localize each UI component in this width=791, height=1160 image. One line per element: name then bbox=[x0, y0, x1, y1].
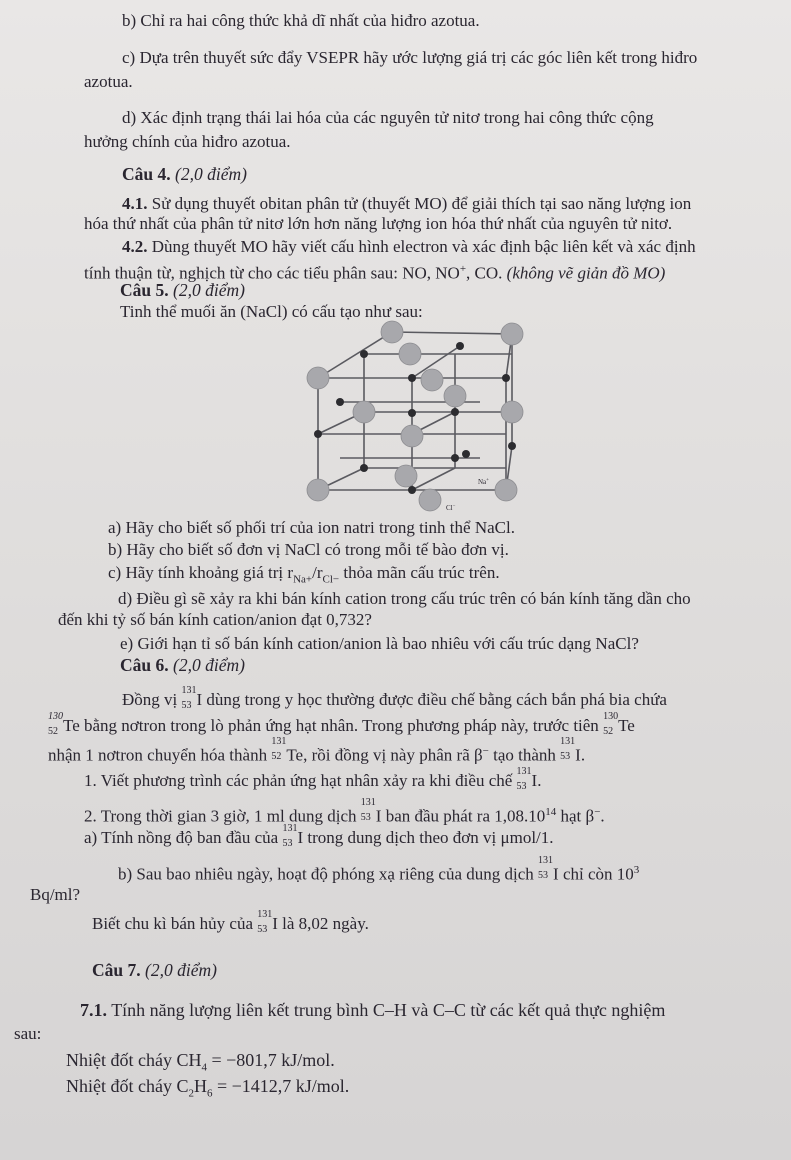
activity-unit: Bq/ml? bbox=[30, 885, 81, 904]
question-3b-text: b) Chỉ ra hai công thức khả dĩ nhất của hiđro azotua. bbox=[122, 11, 480, 30]
question-5a bbox=[108, 518, 515, 538]
question-5d-text-cont: đến khi tỷ số bán kính cation/anion đạt 0,732? bbox=[58, 610, 372, 629]
question-6-2b-text: b) Sau bao nhiêu ngày, hoạt độ phóng xạ riêng của dung dịch bbox=[118, 864, 534, 884]
question-6-2a-text: a) Tính nồng độ ban đầu của bbox=[84, 828, 279, 847]
question-7-1-number: 7.1. bbox=[80, 1000, 107, 1020]
question-6-1: 1. Viết phương trình các phản ứng hạt nhân xảy ra khi điều chế 131 53 I. bbox=[84, 766, 542, 792]
sodium-ion bbox=[456, 342, 464, 350]
question-5d-text: d) Điều gì sẽ xảy ra khi bán kính cation trong cấu trúc trên có bán kính tăng dần cho bbox=[118, 589, 691, 608]
question-4-1-number: 4.1. bbox=[122, 194, 148, 213]
ch4-combustion: Nhiệt đốt cháy $CH_4 = -801,7$ kJ/mol. bbox=[66, 1050, 335, 1074]
sodium-ion bbox=[408, 409, 416, 417]
question-5b-text: b) Hãy cho biết số đơn vị NaCl có trong mỗi tế bào đơn vị. bbox=[108, 540, 509, 559]
tellurium-131-nuclide: 131 52 bbox=[271, 736, 287, 762]
question-6-2a: a) Tính nồng độ ban đầu của 131 53 I trong dung dịch theo đơn vị μmol/1. bbox=[84, 823, 554, 849]
sodium-ion bbox=[336, 398, 344, 406]
iodine-131-nuclide: 131 53 bbox=[516, 766, 532, 792]
tellurium-130-nuclide: 130 52 bbox=[48, 711, 63, 737]
question-3d-text: d) Xác định trạng thái lai hóa của các nguyên tử nitơ trong hai công thức cộng bbox=[122, 108, 654, 127]
ch4-label: Nhiệt đốt cháy CH bbox=[66, 1050, 202, 1070]
question-6-1-text: 1. Viết phương trình các phản ứng hạt nhân xảy ra khi điều chế bbox=[84, 771, 513, 790]
question-5c-text-tail: thỏa mãn cấu trúc trên. bbox=[339, 563, 500, 582]
ch4-value: = −801,7 kJ/mol. bbox=[206, 1050, 335, 1070]
na-ion-label: Na+ bbox=[478, 478, 489, 486]
c2h6-combustion: Nhiệt đốt cháy $C_2H_6 = -1412,7$ kJ/mol. bbox=[66, 1076, 350, 1100]
question-7-heading bbox=[92, 960, 217, 980]
iodine-131-nuclide: 131 53 bbox=[181, 685, 197, 711]
question-7-1-line1 bbox=[80, 1000, 665, 1020]
question-4-title: Câu 4. bbox=[122, 164, 171, 184]
question-3c-line1 bbox=[122, 48, 697, 68]
chloride-ion bbox=[307, 479, 329, 501]
half-life-text: Biết chu kì bán hủy của bbox=[92, 914, 253, 933]
question-5d-line1 bbox=[118, 589, 691, 609]
sodium-ion bbox=[408, 486, 416, 494]
iodine-131-nuclide: 131 53 bbox=[282, 823, 298, 849]
question-4-points: (2,0 điểm) bbox=[175, 164, 247, 184]
cl-ion-label: Cl− bbox=[446, 504, 456, 512]
question-5c bbox=[108, 563, 500, 589]
question-4-1-line2 bbox=[84, 214, 672, 234]
chloride-ion bbox=[399, 343, 421, 365]
question-7-points: (2,0 điểm) bbox=[145, 960, 217, 980]
sodium-ion bbox=[502, 374, 510, 382]
chloride-ion bbox=[401, 425, 423, 447]
chloride-ion bbox=[444, 385, 466, 407]
question-6-2b: b) Sau bao nhiêu ngày, hoạt độ phóng xạ riêng của dung dịch 131 53 I chỉ còn $10^3$ bbox=[118, 855, 640, 884]
question-4-1-text-cont: hóa thứ nhất của phân tử nitơ lớn hơn năng lượng ion hóa thứ nhất của nguyên tử nitơ. bbox=[84, 214, 673, 233]
sodium-ion bbox=[508, 442, 516, 450]
question-5d-line2 bbox=[58, 610, 372, 630]
question-6-heading bbox=[120, 655, 245, 675]
question-5-intro-text: Tinh thể muối ăn (NaCl) có cấu tạo như sau: bbox=[120, 302, 423, 321]
question-5e bbox=[120, 634, 639, 654]
question-6-points: (2,0 điểm) bbox=[173, 655, 245, 675]
chloride-ion bbox=[495, 479, 517, 501]
sodium-ion bbox=[360, 464, 368, 472]
sodium-ion bbox=[408, 374, 416, 382]
question-5c-text: c) Hãy tính khoảng giá trị r bbox=[108, 563, 294, 582]
question-5-title: Câu 5. bbox=[120, 280, 169, 300]
question-5e-text: e) Giới hạn tỉ số bán kính cation/anion là bao nhiêu với cấu trúc dạng NaCl? bbox=[120, 634, 639, 653]
r-na-subscript: Na+ bbox=[293, 573, 313, 586]
sodium-ion bbox=[360, 350, 368, 358]
c2h6-label: Nhiệt đốt cháy C bbox=[66, 1076, 189, 1096]
question-7-1-text: Tính năng lượng liên kết trung bình C–H và C–C từ các kết quả thực nghiệm bbox=[111, 1000, 666, 1020]
question-6-title: Câu 6. bbox=[120, 655, 169, 675]
chloride-ion bbox=[419, 489, 441, 511]
chloride-ion bbox=[501, 401, 523, 423]
sodium-ion bbox=[451, 408, 459, 416]
exponent-14: 14 bbox=[545, 806, 557, 818]
question-3d-text-cont: hưởng chính của hiđro azotua. bbox=[84, 132, 291, 151]
iodine-131-nuclide: 131 53 bbox=[257, 909, 273, 935]
sodium-ion bbox=[314, 430, 322, 438]
chloride-ion bbox=[307, 367, 329, 389]
question-3c-text: c) Dựa trên thuyết sức đẩy VSEPR hãy ước lượng giá trị các góc liên kết trong hiđro bbox=[122, 48, 698, 67]
question-4-2-species: tính thuận từ, nghịch từ cho các tiểu phân sau: NO, NO bbox=[84, 263, 460, 283]
question-5a-text: a) Hãy cho biết số phối trí của ion natri trong tinh thể NaCl. bbox=[108, 518, 515, 537]
ratio-slash: /r bbox=[312, 563, 323, 582]
no-plus-charge: + bbox=[459, 263, 467, 275]
question-4-1-line1 bbox=[122, 194, 691, 214]
chloride-ion bbox=[501, 323, 523, 345]
question-6-para-line3: nhận 1 nơtron chuyển hóa thành 131 52 Te, rồi đồng vị này phân rã β− tạo thành 131 53 I. bbox=[48, 736, 586, 765]
question-3b bbox=[122, 11, 480, 31]
chloride-ion bbox=[421, 369, 443, 391]
question-4-2-note: (không vẽ giản đồ MO) bbox=[506, 263, 666, 283]
question-3d-line1 bbox=[122, 108, 654, 128]
chloride-ions bbox=[307, 321, 523, 511]
r-cl-subscript: Cl− bbox=[322, 573, 340, 586]
question-7-title: Câu 7. bbox=[92, 960, 141, 980]
chloride-ion bbox=[395, 465, 417, 487]
c2h6-value: = −1412,7 kJ/mol. bbox=[212, 1076, 350, 1096]
question-4-heading bbox=[122, 164, 247, 184]
question-7-1-text-cont: sau: bbox=[14, 1024, 42, 1043]
question-4-2-number: 4.2. bbox=[122, 237, 148, 256]
sodium-ion bbox=[451, 454, 459, 462]
sodium-ion bbox=[462, 450, 470, 458]
question-6-half-life: Biết chu kì bán hủy của 131 53 I là 8,02 ngày. bbox=[92, 909, 369, 935]
question-3c-text-cont: azotua. bbox=[84, 72, 133, 91]
question-6-2b-unit bbox=[30, 885, 80, 905]
chloride-ion bbox=[353, 401, 375, 423]
question-5b bbox=[108, 540, 509, 560]
iodine-131-nuclide: 131 53 bbox=[538, 855, 554, 881]
chloride-ion bbox=[381, 321, 403, 343]
iodine-131-nuclide: 131 53 bbox=[560, 736, 576, 762]
question-4-2-line1 bbox=[122, 237, 696, 257]
question-6-2-text: 2. Trong thời gian 3 giờ, 1 ml dung dịch bbox=[84, 806, 357, 826]
question-4-2-text: Dùng thuyết MO hãy viết cấu hình electron và xác định bậc liên kết và xác định bbox=[151, 237, 696, 256]
question-7-1-line2 bbox=[14, 1024, 41, 1044]
nacl-crystal-figure bbox=[290, 318, 530, 518]
exponent-3: 3 bbox=[633, 864, 640, 876]
question-5-points: (2,0 điểm) bbox=[173, 280, 245, 300]
question-3d-line2 bbox=[84, 132, 291, 152]
question-3c-line2 bbox=[84, 72, 133, 92]
question-6-para-line1: Đồng vị 131 53 I dùng trong y học thường được điều chế bằng cách bắn phá bia chứa bbox=[122, 685, 667, 711]
question-5-heading bbox=[120, 280, 245, 300]
question-6-para-line2: 130 52 Te bằng nơtron trong lò phản ứng hạt nhân. Trong phương pháp này, trước tiên 130 52 Te bbox=[48, 711, 635, 737]
question-4-1-text: Sử dụng thuyết obitan phân tử (thuyết MO) để giải thích tại sao năng lượng ion bbox=[151, 194, 692, 213]
beta-minus-sign: − bbox=[482, 745, 489, 757]
question-4-2-species-tail: , CO. bbox=[466, 263, 503, 283]
question-6-2: 2. Trong thời gian 3 giờ, 1 ml dung dịch 131 53 I ban đầu phát ra 1,08.10$^{14}$ hạt β−. bbox=[84, 797, 605, 826]
tellurium-130-nuclide: 130 52 bbox=[603, 711, 619, 737]
iodine-131-nuclide: 131 53 bbox=[360, 797, 376, 823]
